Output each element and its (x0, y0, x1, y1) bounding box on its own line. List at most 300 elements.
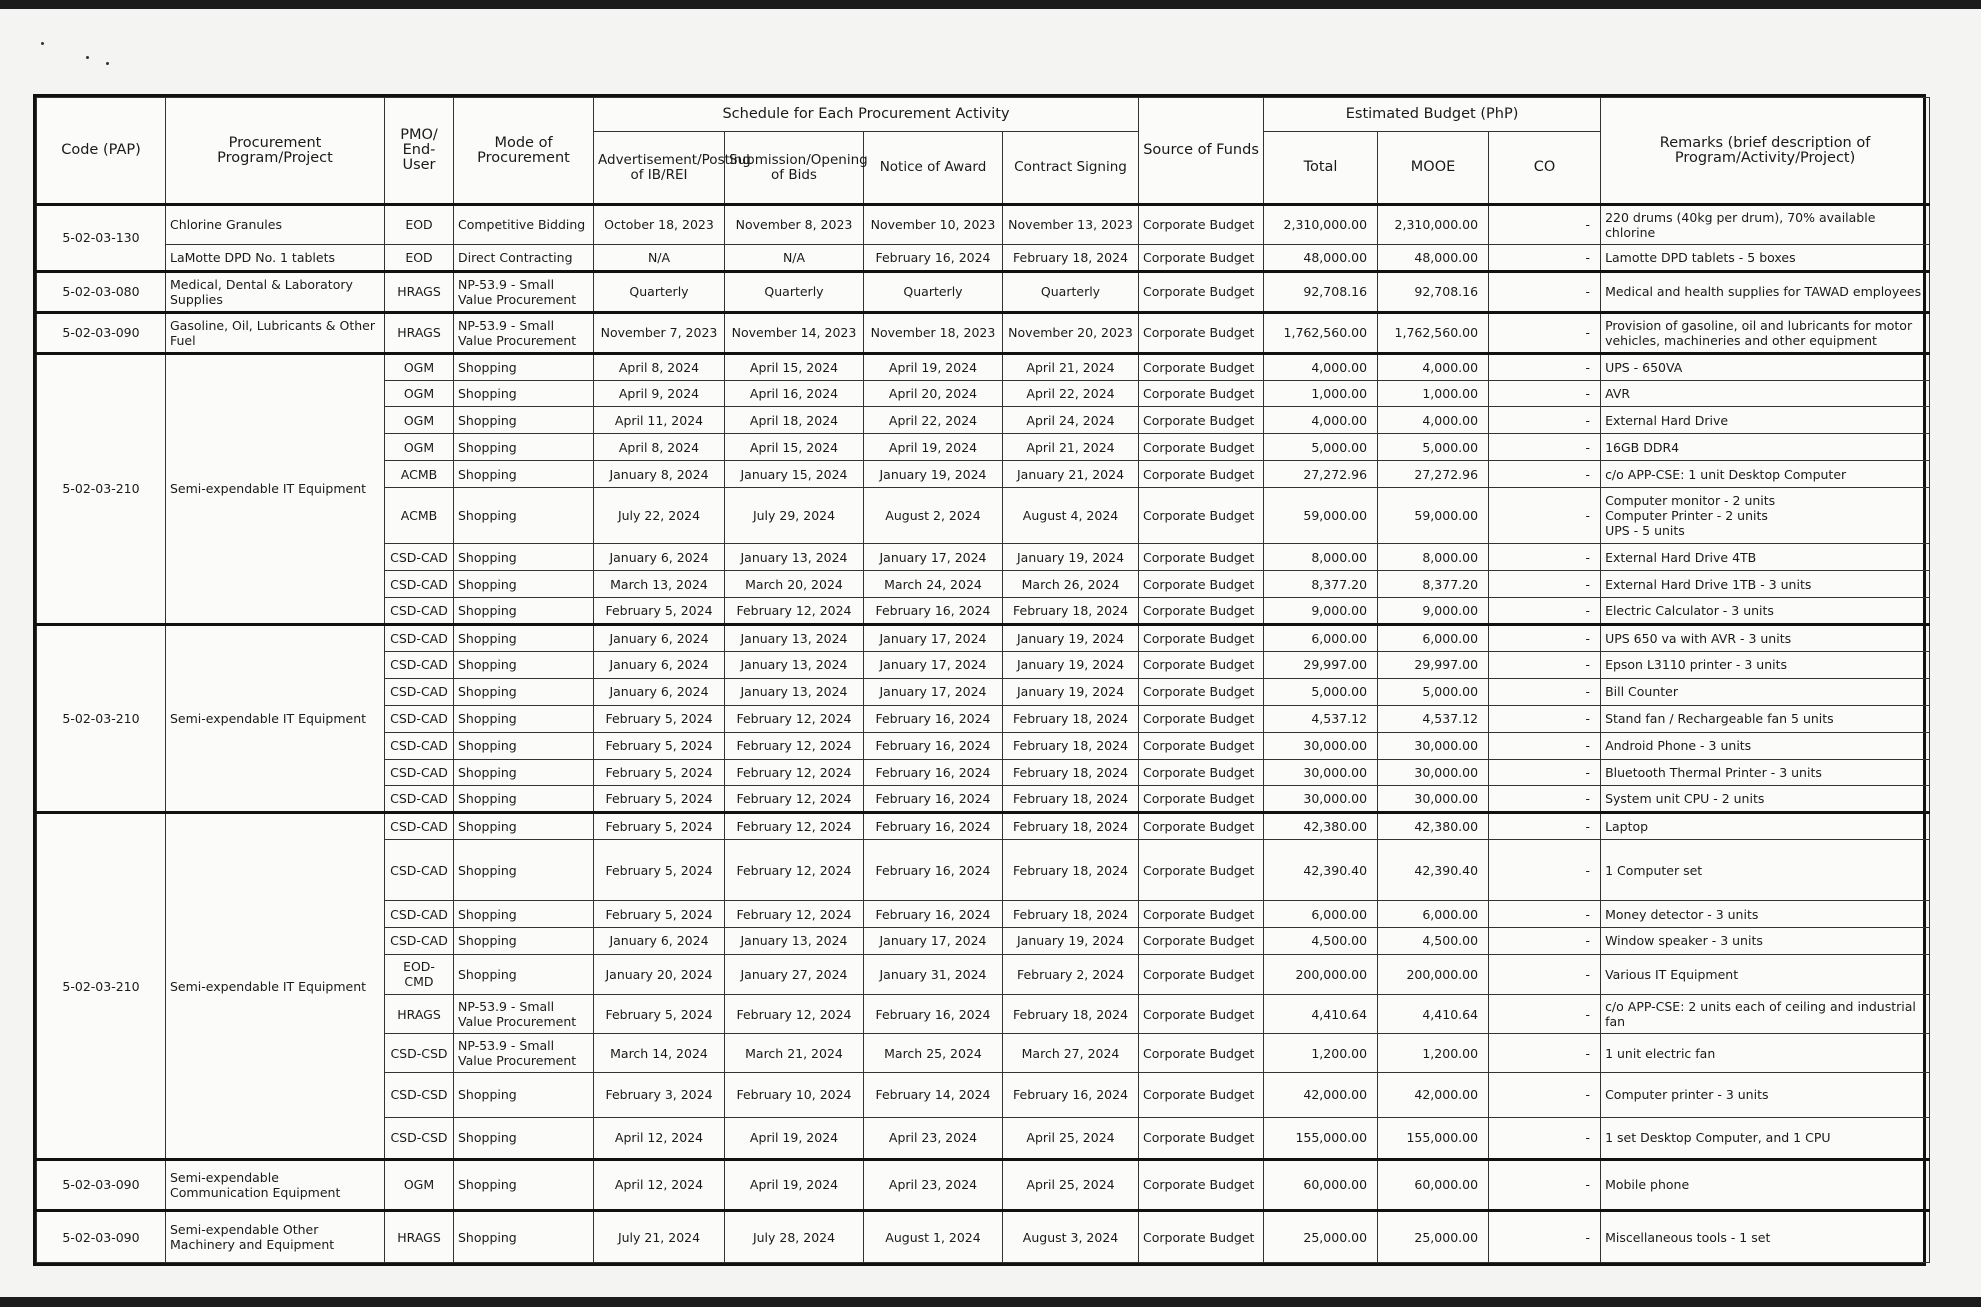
mode-cell: Shopping (454, 901, 594, 928)
pmo-cell: CSD-CAD (385, 705, 454, 732)
mode-cell: Shopping (454, 407, 594, 434)
mode-cell: Shopping (454, 1159, 594, 1210)
program-cell: Gasoline, Oil, Lubricants & Other Fuel (166, 312, 385, 353)
mode-cell: Direct Contracting (454, 244, 594, 271)
co-budget-cell: - (1489, 353, 1601, 380)
submission-date-cell: July 28, 2024 (725, 1211, 864, 1263)
pmo-cell: CSD-CSD (385, 1117, 454, 1159)
pap-code-cell: 5-02-03-210 (37, 813, 166, 1159)
notice-of-award-cell: February 16, 2024 (864, 244, 1003, 271)
co-budget-cell: - (1489, 205, 1601, 245)
mooe-budget-cell: 1,762,560.00 (1378, 312, 1489, 353)
source-of-funds-cell: Corporate Budget (1139, 1211, 1264, 1263)
submission-date-cell: July 29, 2024 (725, 488, 864, 544)
pmo-cell: EOD-CMD (385, 954, 454, 994)
scan-speck (41, 42, 44, 45)
total-budget-cell: 60,000.00 (1264, 1159, 1378, 1210)
advertisement-date-cell: February 5, 2024 (594, 759, 725, 786)
notice-of-award-cell: April 20, 2024 (864, 380, 1003, 407)
advertisement-date-cell: July 21, 2024 (594, 1211, 725, 1263)
advertisement-date-cell: February 5, 2024 (594, 598, 725, 625)
co-budget-cell: - (1489, 759, 1601, 786)
notice-of-award-cell: February 16, 2024 (864, 598, 1003, 625)
pmo-cell: OGM (385, 380, 454, 407)
mooe-budget-cell: 27,272.96 (1378, 461, 1489, 488)
mode-cell: Shopping (454, 840, 594, 901)
total-budget-cell: 42,390.40 (1264, 840, 1378, 901)
submission-date-cell: November 8, 2023 (725, 205, 864, 245)
remarks-cell: 1 set Desktop Computer, and 1 CPU (1601, 1117, 1930, 1159)
advertisement-date-cell: April 9, 2024 (594, 380, 725, 407)
submission-date-cell: February 12, 2024 (725, 705, 864, 732)
table-header (37, 98, 1930, 205)
mooe-budget-cell: 1,000.00 (1378, 380, 1489, 407)
contract-signing-cell: February 2, 2024 (1003, 954, 1139, 994)
mode-cell: Shopping (454, 1117, 594, 1159)
pmo-cell: CSD-CAD (385, 598, 454, 625)
program-cell: Chlorine Granules (166, 205, 385, 245)
remarks-cell: System unit CPU - 2 units (1601, 786, 1930, 813)
notice-of-award-cell: February 16, 2024 (864, 994, 1003, 1034)
contract-signing-cell: January 19, 2024 (1003, 678, 1139, 705)
pmo-cell: CSD-CAD (385, 625, 454, 652)
co-budget-cell: - (1489, 813, 1601, 840)
mode-cell: Shopping (454, 813, 594, 840)
pmo-cell: OGM (385, 407, 454, 434)
submission-date-cell: February 12, 2024 (725, 759, 864, 786)
program-cell: Semi-expendable IT Equipment (166, 353, 385, 624)
mode-cell: Shopping (454, 571, 594, 598)
mode-cell: Shopping (454, 786, 594, 813)
submission-date-cell: February 12, 2024 (725, 786, 864, 813)
submission-date-cell: November 14, 2023 (725, 312, 864, 353)
advertisement-date-cell: January 20, 2024 (594, 954, 725, 994)
contract-signing-cell: April 21, 2024 (1003, 434, 1139, 461)
header-remarks: Remarks (brief description of Program/Activity/Project) (1601, 98, 1930, 205)
procurement-table (36, 97, 1930, 1263)
pmo-cell: CSD-CAD (385, 571, 454, 598)
contract-signing-cell: January 19, 2024 (1003, 651, 1139, 678)
mode-cell: Shopping (454, 651, 594, 678)
total-budget-cell: 27,272.96 (1264, 461, 1378, 488)
scan-speck (106, 62, 109, 65)
pap-code-cell: 5-02-03-210 (37, 625, 166, 813)
contract-signing-cell: February 18, 2024 (1003, 813, 1139, 840)
remarks-cell: Computer printer - 3 units (1601, 1073, 1930, 1117)
remarks-cell: External Hard Drive (1601, 407, 1930, 434)
advertisement-date-cell: April 12, 2024 (594, 1159, 725, 1210)
pmo-cell: CSD-CAD (385, 732, 454, 759)
total-budget-cell: 2,310,000.00 (1264, 205, 1378, 245)
table-row (37, 271, 1930, 312)
source-of-funds-cell: Corporate Budget (1139, 759, 1264, 786)
mode-cell: NP-53.9 - Small Value Procurement (454, 1034, 594, 1073)
contract-signing-cell: April 21, 2024 (1003, 353, 1139, 380)
remarks-cell: Epson L3110 printer - 3 units (1601, 651, 1930, 678)
submission-date-cell: January 13, 2024 (725, 678, 864, 705)
header-submission: Submission/Opening of Bids (725, 132, 864, 205)
advertisement-date-cell: April 8, 2024 (594, 434, 725, 461)
advertisement-date-cell: April 12, 2024 (594, 1117, 725, 1159)
mode-cell: Shopping (454, 598, 594, 625)
table-row (37, 1159, 1930, 1210)
total-budget-cell: 200,000.00 (1264, 954, 1378, 994)
source-of-funds-cell: Corporate Budget (1139, 312, 1264, 353)
remarks-cell: External Hard Drive 1TB - 3 units (1601, 571, 1930, 598)
remarks-cell: Android Phone - 3 units (1601, 732, 1930, 759)
mooe-budget-cell: 4,537.12 (1378, 705, 1489, 732)
co-budget-cell: - (1489, 434, 1601, 461)
mooe-budget-cell: 30,000.00 (1378, 786, 1489, 813)
remarks-cell: 1 Computer set (1601, 840, 1930, 901)
remarks-cell: Stand fan / Rechargeable fan 5 units (1601, 705, 1930, 732)
contract-signing-cell: February 18, 2024 (1003, 840, 1139, 901)
contract-signing-cell: January 19, 2024 (1003, 544, 1139, 571)
contract-signing-cell: February 18, 2024 (1003, 732, 1139, 759)
remarks-cell: External Hard Drive 4TB (1601, 544, 1930, 571)
pmo-cell: OGM (385, 353, 454, 380)
notice-of-award-cell: January 17, 2024 (864, 928, 1003, 955)
co-budget-cell: - (1489, 651, 1601, 678)
source-of-funds-cell: Corporate Budget (1139, 434, 1264, 461)
remarks-cell: Provision of gasoline, oil and lubricants for motor vehicles, machineries and other equipment (1601, 312, 1930, 353)
pap-code-cell: 5-02-03-080 (37, 271, 166, 312)
pap-code-cell: 5-02-03-090 (37, 1159, 166, 1210)
co-budget-cell: - (1489, 786, 1601, 813)
pap-code-cell: 5-02-03-130 (37, 205, 166, 272)
submission-date-cell: January 13, 2024 (725, 544, 864, 571)
mode-cell: Shopping (454, 732, 594, 759)
mode-cell: Shopping (454, 954, 594, 994)
pmo-cell: CSD-CAD (385, 678, 454, 705)
total-budget-cell: 6,000.00 (1264, 625, 1378, 652)
mode-cell: Shopping (454, 625, 594, 652)
remarks-cell: Laptop (1601, 813, 1930, 840)
pap-code-cell: 5-02-03-090 (37, 312, 166, 353)
total-budget-cell: 30,000.00 (1264, 786, 1378, 813)
notice-of-award-cell: February 14, 2024 (864, 1073, 1003, 1117)
contract-signing-cell: February 18, 2024 (1003, 759, 1139, 786)
program-cell: Semi-expendable Communication Equipment (166, 1159, 385, 1210)
total-budget-cell: 1,000.00 (1264, 380, 1378, 407)
mooe-budget-cell: 4,000.00 (1378, 407, 1489, 434)
pmo-cell: EOD (385, 205, 454, 245)
total-budget-cell: 4,000.00 (1264, 353, 1378, 380)
pmo-cell: CSD-CAD (385, 813, 454, 840)
submission-date-cell: April 19, 2024 (725, 1117, 864, 1159)
notice-of-award-cell: March 24, 2024 (864, 571, 1003, 598)
submission-date-cell: April 15, 2024 (725, 353, 864, 380)
notice-of-award-cell: February 16, 2024 (864, 840, 1003, 901)
notice-of-award-cell: August 1, 2024 (864, 1211, 1003, 1263)
source-of-funds-cell: Corporate Budget (1139, 732, 1264, 759)
mode-cell: Shopping (454, 928, 594, 955)
submission-date-cell: April 19, 2024 (725, 1159, 864, 1210)
mooe-budget-cell: 1,200.00 (1378, 1034, 1489, 1073)
source-of-funds-cell: Corporate Budget (1139, 1117, 1264, 1159)
advertisement-date-cell: February 5, 2024 (594, 813, 725, 840)
mooe-budget-cell: 4,500.00 (1378, 928, 1489, 955)
total-budget-cell: 25,000.00 (1264, 1211, 1378, 1263)
pmo-cell: HRAGS (385, 994, 454, 1034)
advertisement-date-cell: November 7, 2023 (594, 312, 725, 353)
pmo-cell: ACMB (385, 488, 454, 544)
total-budget-cell: 4,537.12 (1264, 705, 1378, 732)
source-of-funds-cell: Corporate Budget (1139, 1073, 1264, 1117)
mooe-budget-cell: 8,377.20 (1378, 571, 1489, 598)
source-of-funds-cell: Corporate Budget (1139, 407, 1264, 434)
mode-cell: Shopping (454, 380, 594, 407)
mode-cell: Shopping (454, 678, 594, 705)
scan-speck (86, 56, 89, 59)
co-budget-cell: - (1489, 571, 1601, 598)
notice-of-award-cell: November 18, 2023 (864, 312, 1003, 353)
source-of-funds-cell: Corporate Budget (1139, 954, 1264, 994)
mooe-budget-cell: 42,000.00 (1378, 1073, 1489, 1117)
co-budget-cell: - (1489, 678, 1601, 705)
pmo-cell: EOD (385, 244, 454, 271)
submission-date-cell: N/A (725, 244, 864, 271)
remarks-cell: Electric Calculator - 3 units (1601, 598, 1930, 625)
source-of-funds-cell: Corporate Budget (1139, 786, 1264, 813)
mode-cell: Shopping (454, 353, 594, 380)
table-row (37, 353, 1930, 380)
submission-date-cell: March 20, 2024 (725, 571, 864, 598)
table-body (37, 205, 1930, 1263)
advertisement-date-cell: January 6, 2024 (594, 651, 725, 678)
header-mooe: MOOE (1378, 132, 1489, 205)
mode-cell: Shopping (454, 1073, 594, 1117)
source-of-funds-cell: Corporate Budget (1139, 1034, 1264, 1073)
contract-signing-cell: February 18, 2024 (1003, 786, 1139, 813)
notice-of-award-cell: January 17, 2024 (864, 625, 1003, 652)
co-budget-cell: - (1489, 1034, 1601, 1073)
source-of-funds-cell: Corporate Budget (1139, 271, 1264, 312)
header-advert: Advertisement/Posting of IB/REI (594, 132, 725, 205)
co-budget-cell: - (1489, 271, 1601, 312)
submission-date-cell: January 13, 2024 (725, 928, 864, 955)
table-row (37, 625, 1930, 652)
header-co: CO (1489, 132, 1601, 205)
source-of-funds-cell: Corporate Budget (1139, 994, 1264, 1034)
contract-signing-cell: March 27, 2024 (1003, 1034, 1139, 1073)
mode-cell: NP-53.9 - Small Value Procurement (454, 994, 594, 1034)
co-budget-cell: - (1489, 901, 1601, 928)
source-of-funds-cell: Corporate Budget (1139, 840, 1264, 901)
mode-cell: Shopping (454, 705, 594, 732)
mooe-budget-cell: 30,000.00 (1378, 759, 1489, 786)
table-row (37, 244, 1930, 271)
submission-date-cell: February 10, 2024 (725, 1073, 864, 1117)
advertisement-date-cell: February 5, 2024 (594, 732, 725, 759)
header-notice: Notice of Award (864, 132, 1003, 205)
pmo-cell: HRAGS (385, 312, 454, 353)
notice-of-award-cell: January 17, 2024 (864, 678, 1003, 705)
advertisement-date-cell: February 3, 2024 (594, 1073, 725, 1117)
total-budget-cell: 5,000.00 (1264, 678, 1378, 705)
mooe-budget-cell: 42,390.40 (1378, 840, 1489, 901)
pmo-cell: CSD-CAD (385, 544, 454, 571)
advertisement-date-cell: N/A (594, 244, 725, 271)
mooe-budget-cell: 8,000.00 (1378, 544, 1489, 571)
notice-of-award-cell: February 16, 2024 (864, 759, 1003, 786)
remarks-cell: Medical and health supplies for TAWAD employees (1601, 271, 1930, 312)
notice-of-award-cell: January 31, 2024 (864, 954, 1003, 994)
contract-signing-cell: January 19, 2024 (1003, 928, 1139, 955)
pmo-cell: CSD-CAD (385, 901, 454, 928)
co-budget-cell: - (1489, 1073, 1601, 1117)
contract-signing-cell: April 25, 2024 (1003, 1159, 1139, 1210)
remarks-cell: Computer monitor - 2 units Computer Printer - 2 units UPS - 5 units (1601, 488, 1930, 544)
header-pmo: PMO/ End-User (385, 98, 454, 205)
mooe-budget-cell: 4,000.00 (1378, 353, 1489, 380)
program-cell: Semi-expendable IT Equipment (166, 625, 385, 813)
remarks-cell: Bluetooth Thermal Printer - 3 units (1601, 759, 1930, 786)
co-budget-cell: - (1489, 244, 1601, 271)
scan-border-top (0, 0, 1981, 9)
contract-signing-cell: November 20, 2023 (1003, 312, 1139, 353)
header-total: Total (1264, 132, 1378, 205)
source-of-funds-cell: Corporate Budget (1139, 625, 1264, 652)
notice-of-award-cell: April 23, 2024 (864, 1159, 1003, 1210)
pmo-cell: CSD-CAD (385, 840, 454, 901)
mooe-budget-cell: 5,000.00 (1378, 434, 1489, 461)
contract-signing-cell: February 18, 2024 (1003, 598, 1139, 625)
remarks-cell: Miscellaneous tools - 1 set (1601, 1211, 1930, 1263)
mooe-budget-cell: 5,000.00 (1378, 678, 1489, 705)
advertisement-date-cell: July 22, 2024 (594, 488, 725, 544)
submission-date-cell: February 12, 2024 (725, 813, 864, 840)
header-code: Code (PAP) (37, 98, 166, 205)
contract-signing-cell: March 26, 2024 (1003, 571, 1139, 598)
mode-cell: Shopping (454, 434, 594, 461)
contract-signing-cell: February 18, 2024 (1003, 901, 1139, 928)
advertisement-date-cell: January 6, 2024 (594, 928, 725, 955)
contract-signing-cell: February 18, 2024 (1003, 244, 1139, 271)
pmo-cell: HRAGS (385, 1211, 454, 1263)
contract-signing-cell: February 18, 2024 (1003, 994, 1139, 1034)
total-budget-cell: 42,000.00 (1264, 1073, 1378, 1117)
header-budget: Estimated Budget (PhP) (1264, 98, 1601, 132)
remarks-cell: UPS 650 va with AVR - 3 units (1601, 625, 1930, 652)
mooe-budget-cell: 60,000.00 (1378, 1159, 1489, 1210)
mode-cell: Shopping (454, 461, 594, 488)
pmo-cell: CSD-CAD (385, 651, 454, 678)
header-schedule: Schedule for Each Procurement Activity (594, 98, 1139, 132)
co-budget-cell: - (1489, 954, 1601, 994)
table-row (37, 205, 1930, 245)
mooe-budget-cell: 48,000.00 (1378, 244, 1489, 271)
remarks-cell: Various IT Equipment (1601, 954, 1930, 994)
total-budget-cell: 92,708.16 (1264, 271, 1378, 312)
header-contract: Contract Signing (1003, 132, 1139, 205)
header-mode: Mode of Procurement (454, 98, 594, 205)
advertisement-date-cell: February 5, 2024 (594, 705, 725, 732)
submission-date-cell: April 15, 2024 (725, 434, 864, 461)
submission-date-cell: January 13, 2024 (725, 625, 864, 652)
procurement-plan-sheet (33, 94, 1926, 1266)
mooe-budget-cell: 92,708.16 (1378, 271, 1489, 312)
submission-date-cell: January 15, 2024 (725, 461, 864, 488)
total-budget-cell: 4,500.00 (1264, 928, 1378, 955)
mode-cell: Shopping (454, 544, 594, 571)
source-of-funds-cell: Corporate Budget (1139, 571, 1264, 598)
source-of-funds-cell: Corporate Budget (1139, 705, 1264, 732)
source-of-funds-cell: Corporate Budget (1139, 1159, 1264, 1210)
advertisement-date-cell: January 6, 2024 (594, 625, 725, 652)
contract-signing-cell: February 16, 2024 (1003, 1073, 1139, 1117)
total-budget-cell: 8,000.00 (1264, 544, 1378, 571)
advertisement-date-cell: January 8, 2024 (594, 461, 725, 488)
advertisement-date-cell: April 8, 2024 (594, 353, 725, 380)
notice-of-award-cell: January 17, 2024 (864, 544, 1003, 571)
submission-date-cell: March 21, 2024 (725, 1034, 864, 1073)
advertisement-date-cell: February 5, 2024 (594, 840, 725, 901)
co-budget-cell: - (1489, 705, 1601, 732)
total-budget-cell: 9,000.00 (1264, 598, 1378, 625)
advertisement-date-cell: January 6, 2024 (594, 678, 725, 705)
co-budget-cell: - (1489, 488, 1601, 544)
co-budget-cell: - (1489, 461, 1601, 488)
program-cell: Semi-expendable IT Equipment (166, 813, 385, 1159)
mode-cell: Shopping (454, 759, 594, 786)
pmo-cell: OGM (385, 1159, 454, 1210)
source-of-funds-cell: Corporate Budget (1139, 205, 1264, 245)
submission-date-cell: Quarterly (725, 271, 864, 312)
notice-of-award-cell: April 19, 2024 (864, 434, 1003, 461)
remarks-cell: AVR (1601, 380, 1930, 407)
total-budget-cell: 42,380.00 (1264, 813, 1378, 840)
total-budget-cell: 30,000.00 (1264, 759, 1378, 786)
total-budget-cell: 59,000.00 (1264, 488, 1378, 544)
notice-of-award-cell: January 19, 2024 (864, 461, 1003, 488)
advertisement-date-cell: February 5, 2024 (594, 901, 725, 928)
table-row (37, 312, 1930, 353)
source-of-funds-cell: Corporate Budget (1139, 461, 1264, 488)
pmo-cell: OGM (385, 434, 454, 461)
pmo-cell: CSD-CAD (385, 928, 454, 955)
remarks-cell: Money detector - 3 units (1601, 901, 1930, 928)
mooe-budget-cell: 42,380.00 (1378, 813, 1489, 840)
co-budget-cell: - (1489, 1159, 1601, 1210)
table-row (37, 1211, 1930, 1263)
total-budget-cell: 4,410.64 (1264, 994, 1378, 1034)
co-budget-cell: - (1489, 840, 1601, 901)
mode-cell: NP-53.9 - Small Value Procurement (454, 312, 594, 353)
submission-date-cell: February 12, 2024 (725, 732, 864, 759)
pmo-cell: CSD-CSD (385, 1073, 454, 1117)
source-of-funds-cell: Corporate Budget (1139, 544, 1264, 571)
submission-date-cell: February 12, 2024 (725, 901, 864, 928)
header-funds: Source of Funds (1139, 98, 1264, 205)
mooe-budget-cell: 25,000.00 (1378, 1211, 1489, 1263)
mooe-budget-cell: 6,000.00 (1378, 901, 1489, 928)
submission-date-cell: January 27, 2024 (725, 954, 864, 994)
source-of-funds-cell: Corporate Budget (1139, 244, 1264, 271)
source-of-funds-cell: Corporate Budget (1139, 380, 1264, 407)
mooe-budget-cell: 6,000.00 (1378, 625, 1489, 652)
pmo-cell: CSD-CSD (385, 1034, 454, 1073)
remarks-cell: 1 unit electric fan (1601, 1034, 1930, 1073)
source-of-funds-cell: Corporate Budget (1139, 353, 1264, 380)
co-budget-cell: - (1489, 598, 1601, 625)
total-budget-cell: 1,762,560.00 (1264, 312, 1378, 353)
source-of-funds-cell: Corporate Budget (1139, 813, 1264, 840)
total-budget-cell: 6,000.00 (1264, 901, 1378, 928)
submission-date-cell: February 12, 2024 (725, 994, 864, 1034)
notice-of-award-cell: April 23, 2024 (864, 1117, 1003, 1159)
co-budget-cell: - (1489, 544, 1601, 571)
